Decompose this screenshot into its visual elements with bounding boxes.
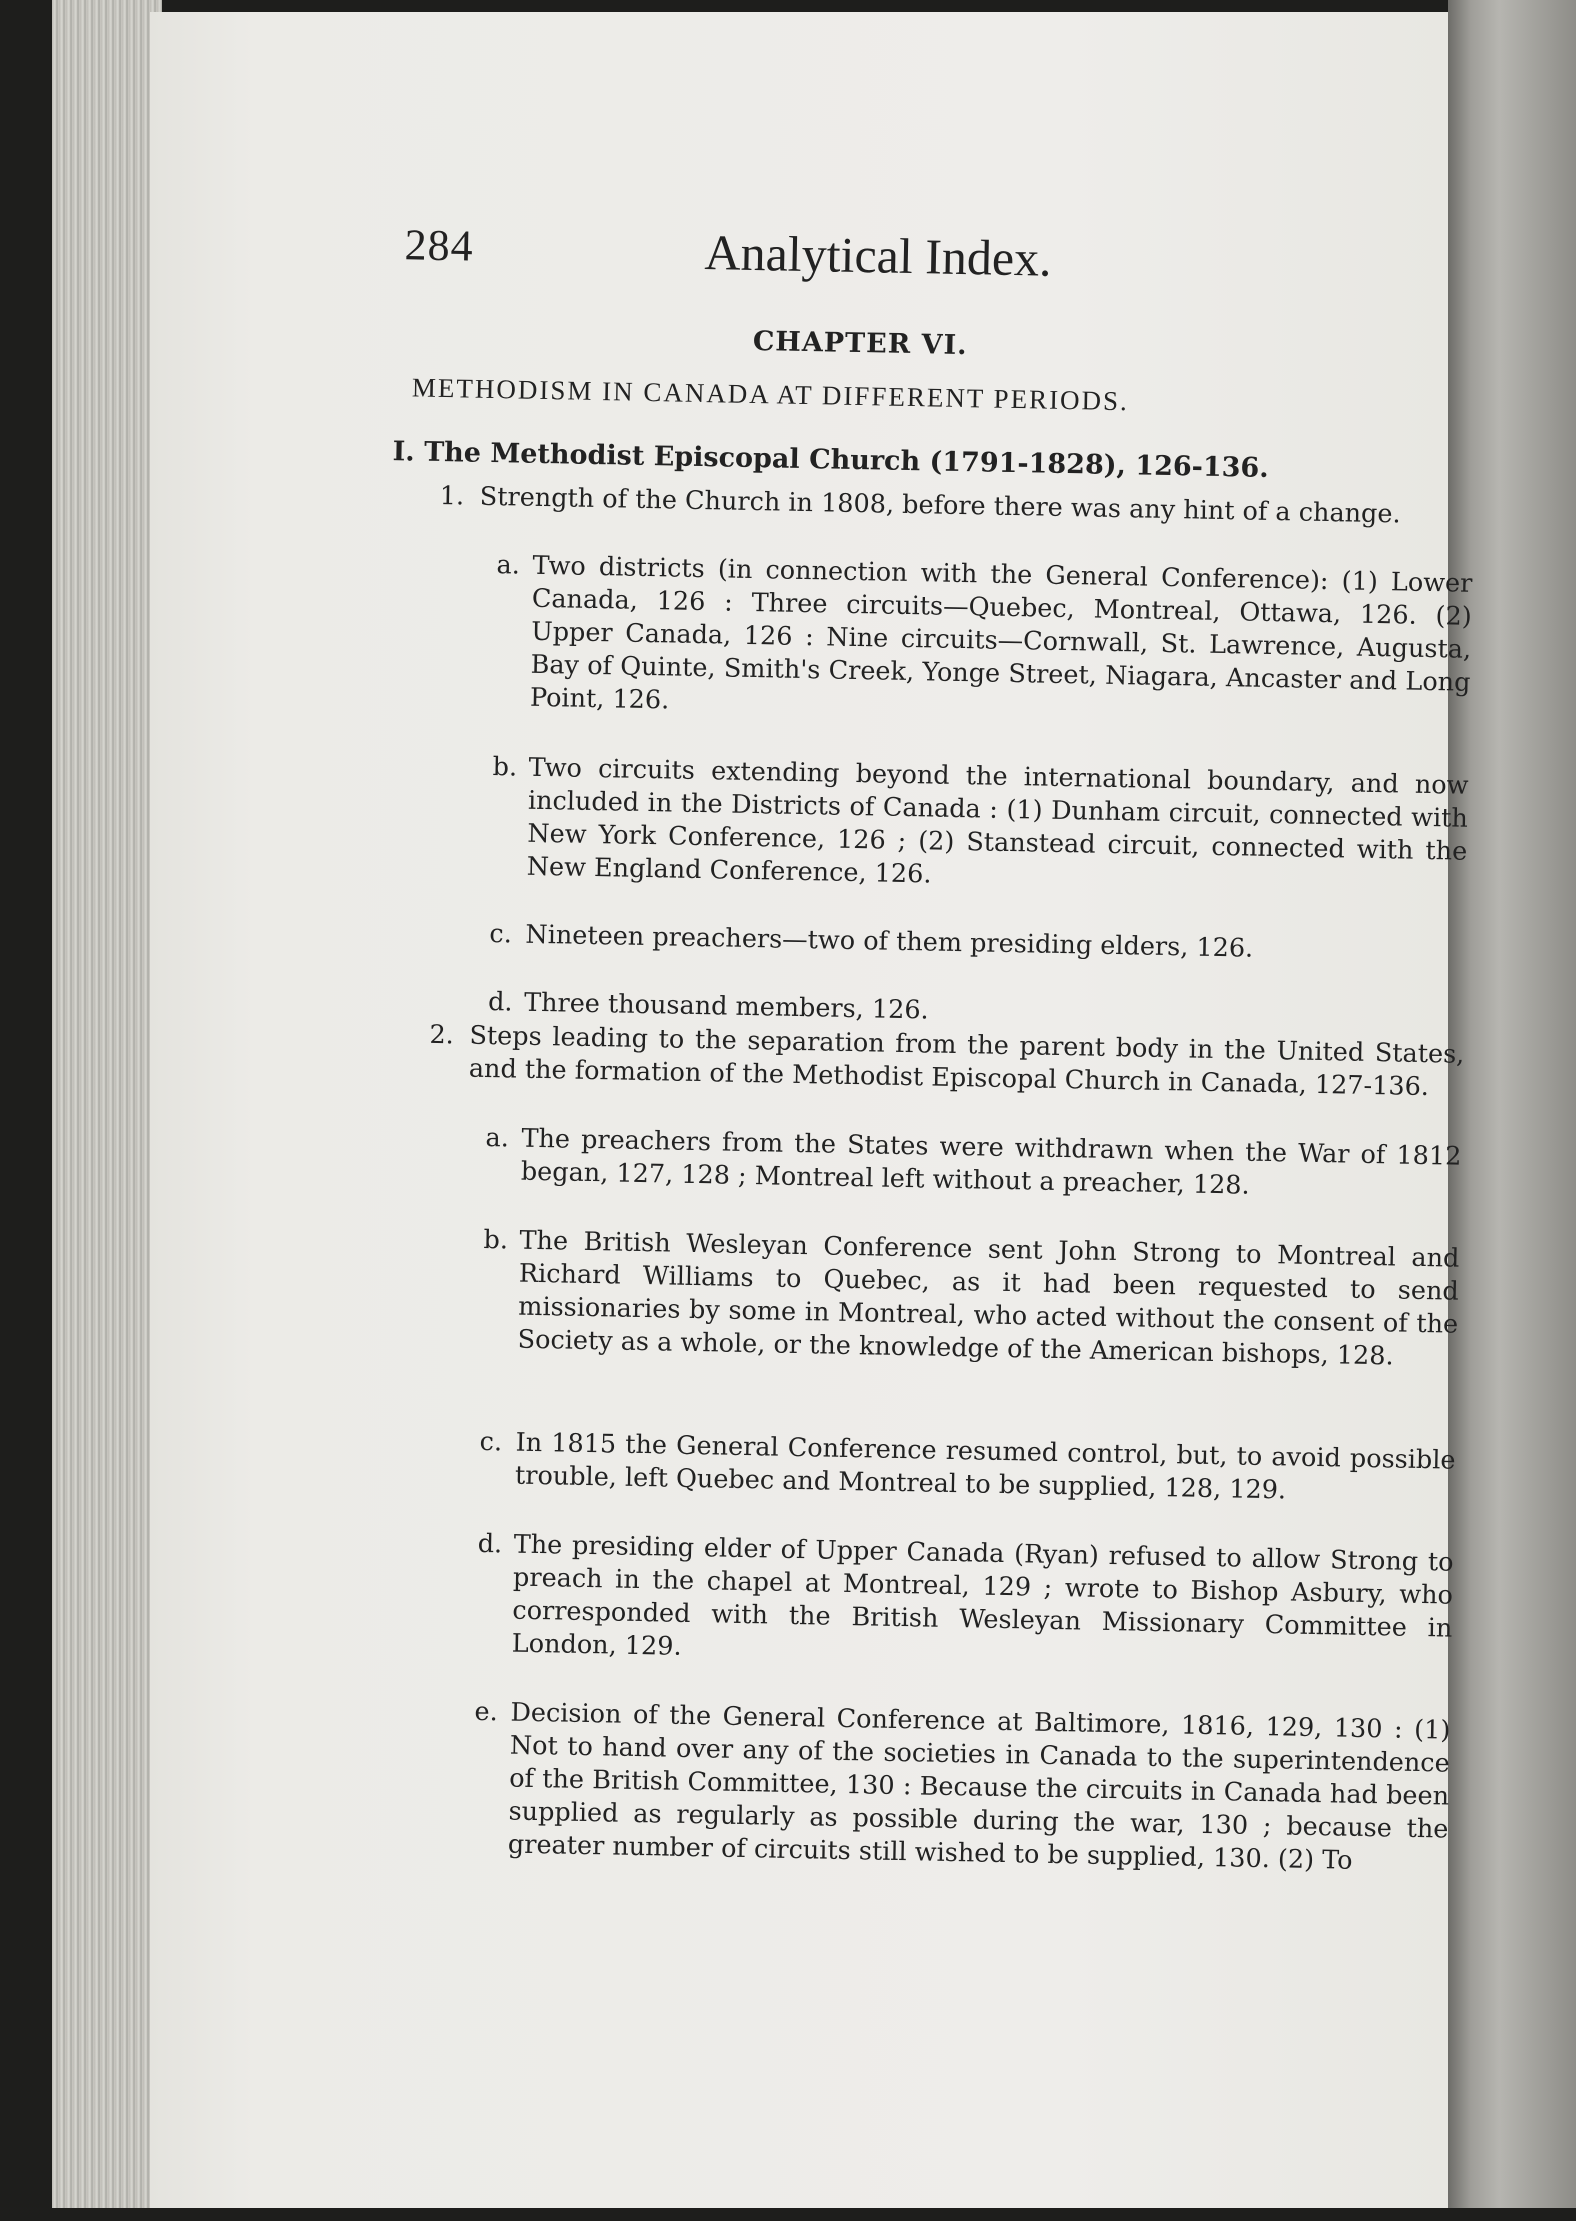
entry-text: Three thousand members, 126. <box>523 987 929 1026</box>
entry-label: a. <box>485 1122 510 1154</box>
entry-label: c. <box>489 919 513 950</box>
page-content <box>127 0 1473 2220</box>
entry-text: The preachers from the States were withdrawn when the War of 1812 began, 127, 128 ; Montreal left without a preacher, 128. <box>520 1123 1462 1201</box>
index-entry <box>439 480 1475 533</box>
entry-text: Steps leading to the separation from the parent body in the United States, and the formation of the Methodist Episcopal Church in Canada, 127-136. <box>468 1020 1465 1103</box>
part-heading: I. The Methodist Episcopal Church (1791-1828), 126-136. <box>392 436 1269 484</box>
page-header <box>404 209 1405 308</box>
entry-text: Nineteen preachers—two of them presiding elders, 126. <box>525 919 1254 964</box>
entry-text: The British Wesleyan Conference sent John Strong to Montreal and Richard Williams to Quebec, as it had been requested to send missionaries by some in Montreal, who acted without the consent of the Society as a whole, or the knowledge of the American bishops, 128. <box>517 1225 1460 1372</box>
entry-label: b. <box>492 752 518 783</box>
entry-text: Decision of the General Conference at Baltimore, 1816, 129, 130 : (1) Not to hand over any of the societies in Canada to the superintendence of the British Committee, 130 : Because the circuits in Canada had been supplied as regularly as possible during the war, 130 ; because the greater number of circuits still wished to be supplied, 130. (2) To <box>507 1697 1451 1876</box>
index-subentry <box>479 1426 1456 1511</box>
running-title: Analytical Index. <box>704 224 1053 287</box>
page-number: 284 <box>404 220 475 271</box>
entry-text: Two circuits extending beyond the international boundary, and now included in the Districts of Canada : (1) Dunham circuit, connected with New York Conference, 126 ; (2) Stanstead circuit, connected with the New England Conference, 126. <box>526 752 1469 890</box>
index-subentry <box>492 752 1469 902</box>
index-subentry <box>496 550 1473 733</box>
chapter-title: METHODISM IN CANADA AT DIFFERENT PERIODS. <box>411 372 1130 417</box>
book-gutter <box>1448 0 1576 2208</box>
entry-text: The presiding elder of Upper Canada (Ryan) refused to allow Strong to preach in the chapel at Montreal, 129 ; wrote to Bishop Asbury, who corresponded with the British Wesleyan Missionary Committee in London, 129. <box>511 1529 1454 1662</box>
entry-text: Strength of the Church in 1808, before there was any hint of a change. <box>479 481 1401 530</box>
index-subentry <box>474 1696 1451 1880</box>
index-subentry <box>483 1224 1460 1375</box>
chapter-heading: CHAPTER VI. <box>752 325 968 362</box>
entry-text: In 1815 the General Conference resumed control, but, to avoid possible trouble, left Quebec and Montreal to be supplied, 128, 129. <box>514 1427 1456 1506</box>
entry-label: b. <box>483 1224 509 1256</box>
entry-label: d. <box>487 987 513 1018</box>
index-subentry <box>489 919 1465 970</box>
entry-label: c. <box>479 1426 503 1458</box>
entry-label: a. <box>496 550 521 581</box>
entry-label: e. <box>474 1696 498 1728</box>
index-subentry <box>485 1122 1462 1207</box>
entry-label: d. <box>477 1528 503 1560</box>
index-subentry <box>477 1528 1454 1679</box>
entry-label: 2. <box>429 1019 455 1051</box>
entry-text: Two districts (in connection with the General Conference): (1) Lower Canada, 126 : Three circuits—Quebec, Montreal, Ottawa, 126. (2) Upper Canada, 126 : Nine circuits—Cornwall, St. Lawrence, Augusta, Bay of Quinte, Smith's Creek, Yonge Street, Niagara, Ancaster and Long Point, 126. <box>529 550 1473 716</box>
entry-label: 1. <box>439 480 465 512</box>
